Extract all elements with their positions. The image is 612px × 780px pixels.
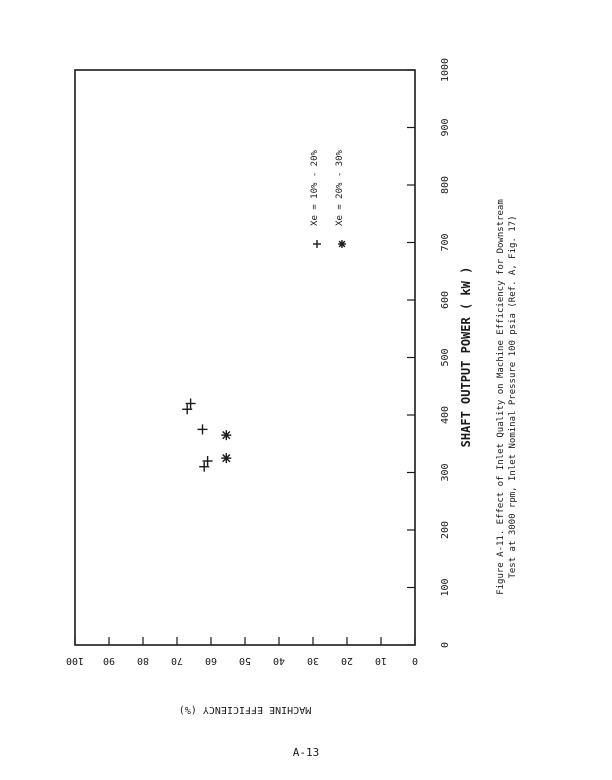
x-tick-label: 300 (440, 463, 451, 482)
data-point (221, 430, 231, 440)
legend-marker-star (338, 240, 346, 248)
y-tick-label: 70 (170, 655, 184, 666)
x-tick-label: 400 (440, 405, 451, 425)
y-tick-label: 30 (306, 655, 320, 666)
legend-item-2: Xe = 20% - 30% (335, 150, 345, 226)
x-tick-label: 0 (440, 641, 451, 649)
caption-line-1: Figure A-11. Effect of Inlet Quality on Machine Efficiency for Downstream (496, 199, 506, 595)
y-tick-label: 90 (102, 655, 116, 666)
y-tick-label: 60 (204, 655, 218, 666)
x-axis-label: SHAFT OUTPUT POWER ( kW ) (459, 266, 473, 448)
x-tick-label: 200 (440, 520, 451, 540)
y-tick-label: 100 (65, 655, 85, 666)
x-tick-label: 900 (440, 118, 451, 137)
y-axis-label: MACHINE EFFICIENCY (%) (178, 704, 312, 715)
series-2 (221, 430, 231, 463)
y-tick-label: 40 (272, 655, 286, 666)
y-tick-label: 0 (411, 655, 419, 666)
legend-marker-plus (313, 240, 321, 248)
y-tick-label: 80 (136, 655, 150, 666)
caption-line-2: Test at 3000 rpm, Inlet Nominal Pressure 100 psia (Ref. A, Fig. 17) (508, 215, 518, 579)
data-point (221, 453, 231, 463)
data-point (198, 424, 208, 434)
series-1 (182, 399, 212, 472)
plot-frame (75, 70, 415, 645)
x-tick-label: 500 (440, 348, 451, 367)
x-tick-label: 1000 (440, 57, 451, 83)
page-number: A-13 (292, 746, 320, 759)
x-tick-label: 600 (440, 290, 451, 310)
legend-item-1: Xe = 10% - 20% (310, 150, 320, 226)
legend (310, 149, 346, 248)
y-tick-label: 20 (340, 655, 354, 666)
y-tick-label: 10 (374, 655, 388, 666)
y-tick-label: 50 (238, 655, 252, 666)
x-tick-label: 100 (440, 578, 451, 597)
x-tick-label: 800 (440, 175, 451, 195)
x-tick-label: 700 (440, 233, 451, 252)
